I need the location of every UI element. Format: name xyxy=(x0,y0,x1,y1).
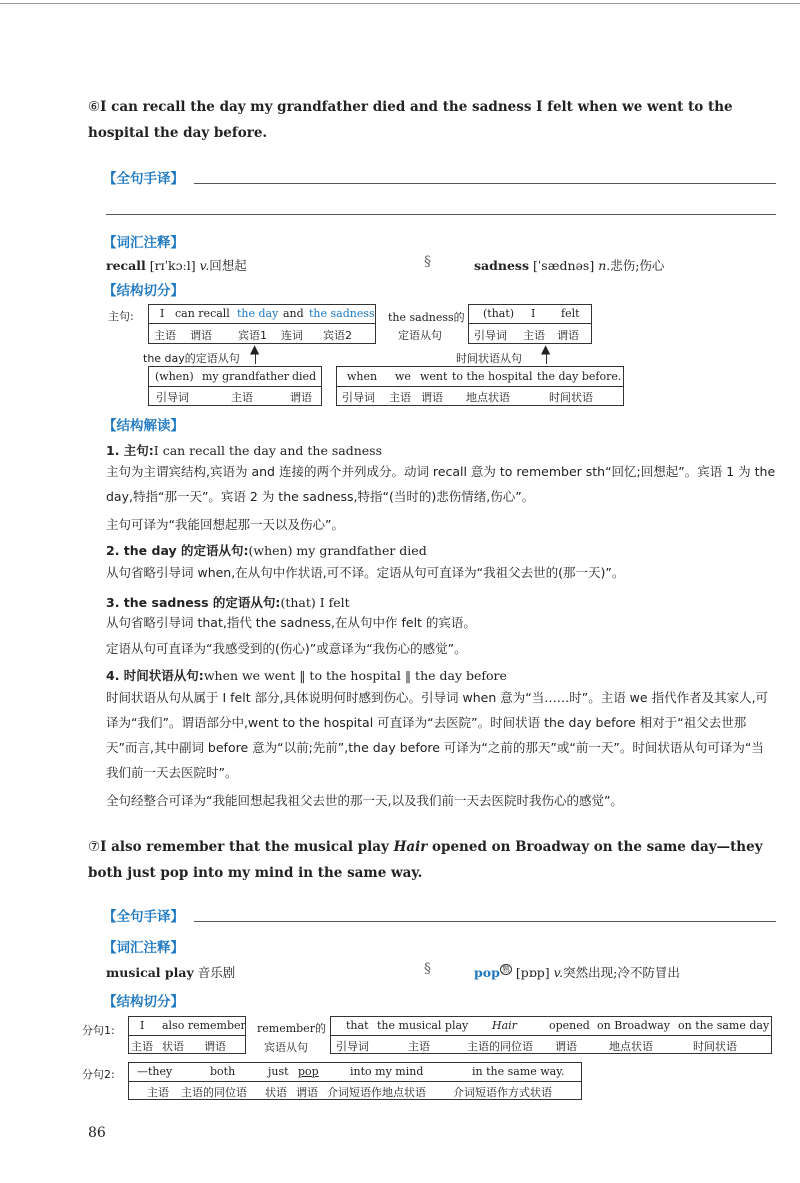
vocab-musical-play: musical play 音乐剧 xyxy=(106,965,236,980)
struct-label-7: 【结构切分】 xyxy=(103,994,184,1010)
word-we: we xyxy=(395,370,411,383)
translate-label-6: 【全句手译】 xyxy=(103,171,184,187)
analysis-para-3: 从句省略引导词 that,指代 the sadness,在从句中作 felt 的宾语。 xyxy=(106,615,476,630)
word-I: I xyxy=(160,307,165,320)
page-number: 86 xyxy=(88,1125,106,1141)
clause1-label: 分句1: xyxy=(82,1024,115,1037)
analysis-para-5: 全句经整合可译为“我能回想起我祖父去世的那一天,以及我们前一天去医院时我伤心的感觉”。 xyxy=(106,793,623,808)
label-c1-adv: 状语 xyxy=(162,1040,184,1053)
label-c2-subj: 主语 xyxy=(147,1086,169,1099)
label-object2: 宾语2 xyxy=(323,329,352,342)
sentence-7-title: Hair xyxy=(393,839,428,855)
vocab-pop: pop $^熟$ [pɒp] v.突然出现;冷不防冒出 xyxy=(474,964,680,980)
word-grandfather: my grandfather xyxy=(202,370,290,383)
label-object1: 宾语1 xyxy=(238,329,267,342)
analysis-heading-1: 1. 主句:I can recall the day and the sadness xyxy=(106,443,382,458)
label-b5: 时间状语 xyxy=(549,391,593,404)
arrow-day-head: ▲ xyxy=(250,342,260,356)
analysis-heading-2: 2. the day 的定语从句:(when) my grandfather died xyxy=(106,543,427,558)
label-c2-adv: 状语 xyxy=(265,1086,287,1099)
mid-word-7: remember的 xyxy=(257,1022,326,1035)
c1-divider xyxy=(128,1035,246,1036)
label-c2-pred: 谓语 xyxy=(296,1086,318,1099)
a-divider xyxy=(148,386,322,387)
label-obj-intro: 引导词 xyxy=(336,1040,369,1053)
sentence-7-text-a: I also remember that the musical play xyxy=(100,839,394,855)
clause2-label: 分句2: xyxy=(82,1068,115,1081)
mid-label-7: 宾语从句 xyxy=(264,1041,308,1054)
mid-word: the sadness的 xyxy=(388,311,465,324)
label-subject: 主语 xyxy=(154,329,176,342)
label-a2: 主语 xyxy=(231,391,253,404)
word-when2: when xyxy=(347,370,378,383)
sentence-6-text: I can recall the day my grandfather died and the sadness I felt when we went to the hospital the day before. xyxy=(88,99,733,141)
label-b2: 主语 xyxy=(389,391,411,404)
word-they: —they xyxy=(137,1065,173,1078)
read-label-6: 【结构解读】 xyxy=(103,418,184,434)
mid-label: 定语从句 xyxy=(398,329,442,342)
sentence-7 xyxy=(88,834,768,886)
word-also-remember: also remember xyxy=(162,1019,246,1032)
label-a1: 引导词 xyxy=(156,391,189,404)
word-musical-play: the musical play xyxy=(377,1019,469,1032)
label-c2-manner: 介词短语作方式状语 xyxy=(453,1086,552,1099)
sentence-6-number: ⑥ xyxy=(88,99,101,115)
word-I7: I xyxy=(140,1019,145,1032)
vocab-label-6: 【词汇注释】 xyxy=(103,235,184,251)
vocab-label-7: 【词汇注释】 xyxy=(103,940,184,956)
word-I2: I xyxy=(531,307,536,320)
label-obj-place: 地点状语 xyxy=(609,1040,653,1053)
translate-line-6b[interactable] xyxy=(106,214,776,215)
arrow-felt-head: ▲ xyxy=(541,342,551,356)
c2-divider xyxy=(128,1081,582,1082)
analysis-para-1: 主句为主谓宾结构,宾语为 and 连接的两个并列成分。动词 recall 意为 to remember sth“回忆;回想起”。宾语 1 为 the day,特指“那一天”。宾语 2 为 the sadness,特指“(当时的)悲伤情绪,伤心”。 xyxy=(106,464,776,504)
word-same-day: on the same day xyxy=(678,1019,770,1032)
word-when1: (when) xyxy=(155,370,194,383)
vocab-recall: recall [rɪˈkɔːl] v.回想起 xyxy=(106,258,247,273)
translate-label-7: 【全句手译】 xyxy=(103,909,184,925)
label-c1-pred: 谓语 xyxy=(204,1040,226,1053)
word-to-hospital: to the hospital xyxy=(452,370,533,383)
word-on-broadway: on Broadway xyxy=(597,1019,670,1032)
word-just: just xyxy=(268,1065,289,1078)
label-obj-time: 时间状语 xyxy=(693,1040,737,1053)
label-predicate: 谓语 xyxy=(190,329,212,342)
main-clause-label: 主句: xyxy=(108,310,134,323)
b-divider xyxy=(336,386,624,387)
word-same-way: in the same way. xyxy=(472,1065,565,1078)
word-and: and xyxy=(283,307,304,320)
label-c1-subj: 主语 xyxy=(131,1040,153,1053)
label-obj-appos: 主语的同位语 xyxy=(467,1040,533,1053)
label-conj: 连词 xyxy=(281,329,303,342)
obj-divider xyxy=(330,1035,772,1036)
time-label: 时间状语从句 xyxy=(456,352,522,365)
word-felt: felt xyxy=(561,307,580,320)
analysis-para-1b: 主句可译为“我能回想起那一天以及伤心”。 xyxy=(106,517,344,532)
word-into-mind: into my mind xyxy=(350,1065,424,1078)
word-pop: pop xyxy=(298,1065,319,1078)
label-b3: 谓语 xyxy=(421,391,443,404)
vocab-sadness: sadness [ˈsædnəs] n.悲伤;伤心 xyxy=(474,258,665,273)
translate-line-6a[interactable] xyxy=(194,183,776,184)
main-divider xyxy=(148,323,376,324)
sentence-7-text-b: opened on Broadway on the same day—they both just pop into my mind in the same way. xyxy=(88,839,763,881)
analysis-heading-4: 4. 时间状语从句:when we went ‖ to the hospital ‖ the day before xyxy=(106,668,507,683)
sentence-7-number: ⑦ xyxy=(88,839,101,855)
vocab-divider-6: § xyxy=(424,254,431,270)
word-day-before: the day before. xyxy=(537,370,622,383)
label-b1: 引导词 xyxy=(342,391,375,404)
rel1-label: the day的定语从句 xyxy=(143,352,240,365)
analysis-para-3b: 定语从句可直译为“我感受到的(伤心)”或意译为“我伤心的感觉”。 xyxy=(106,641,467,656)
rel-divider xyxy=(468,323,592,324)
word-opened: opened xyxy=(549,1019,590,1032)
familiar-word-badge: 熟 xyxy=(501,964,510,974)
label-c2-appos: 主语的同位语 xyxy=(181,1086,247,1099)
word-the-sadness: the sadness xyxy=(309,307,375,320)
top-rule xyxy=(0,3,800,4)
label-obj-pred: 谓语 xyxy=(555,1040,577,1053)
vocab-divider-7: § xyxy=(424,961,431,977)
word-both: both xyxy=(210,1065,236,1078)
label-pred: 谓语 xyxy=(557,329,579,342)
word-died: died xyxy=(292,370,317,383)
word-hair: Hair xyxy=(492,1019,517,1032)
word-that: (that) xyxy=(483,307,515,320)
label-intro: 引导词 xyxy=(474,329,507,342)
label-b4: 地点状语 xyxy=(466,391,510,404)
analysis-para-2: 从句省略引导词 when,在从句中作状语,可不译。定语从句可直译为“我祖父去世的(那一天)”。 xyxy=(106,565,625,580)
word-that7: that xyxy=(346,1019,369,1032)
translate-line-7[interactable] xyxy=(194,921,776,922)
label-c2-place: 介词短语作地点状语 xyxy=(327,1086,426,1099)
word-went: went xyxy=(420,370,448,383)
label-obj-subj: 主语 xyxy=(408,1040,430,1053)
word-the-day: the day xyxy=(237,307,279,320)
struct-label-6: 【结构切分】 xyxy=(103,283,184,299)
label-subj: 主语 xyxy=(523,329,545,342)
analysis-heading-3: 3. the sadness 的定语从句:(that) I felt xyxy=(106,595,350,610)
label-a3: 谓语 xyxy=(290,391,312,404)
word-can-recall: can recall xyxy=(175,307,230,320)
sentence-6 xyxy=(88,94,768,146)
analysis-para-4: 时间状语从句从属于 I felt 部分,具体说明何时感到伤心。引导词 when 意为“当……时”。主语 we 指代作者及其家人,可译为“我们”。谓语部分中,went to the hospital 可直译为“去医院”。时间状语 the day before 相对于“祖父去世那天”而言,其中副词 before 意为“以前;先前”,the day before 可译为“之前的那天”或“前一天”。时间状语从句可译为“当我们前一天去医院时”。 xyxy=(106,690,769,780)
